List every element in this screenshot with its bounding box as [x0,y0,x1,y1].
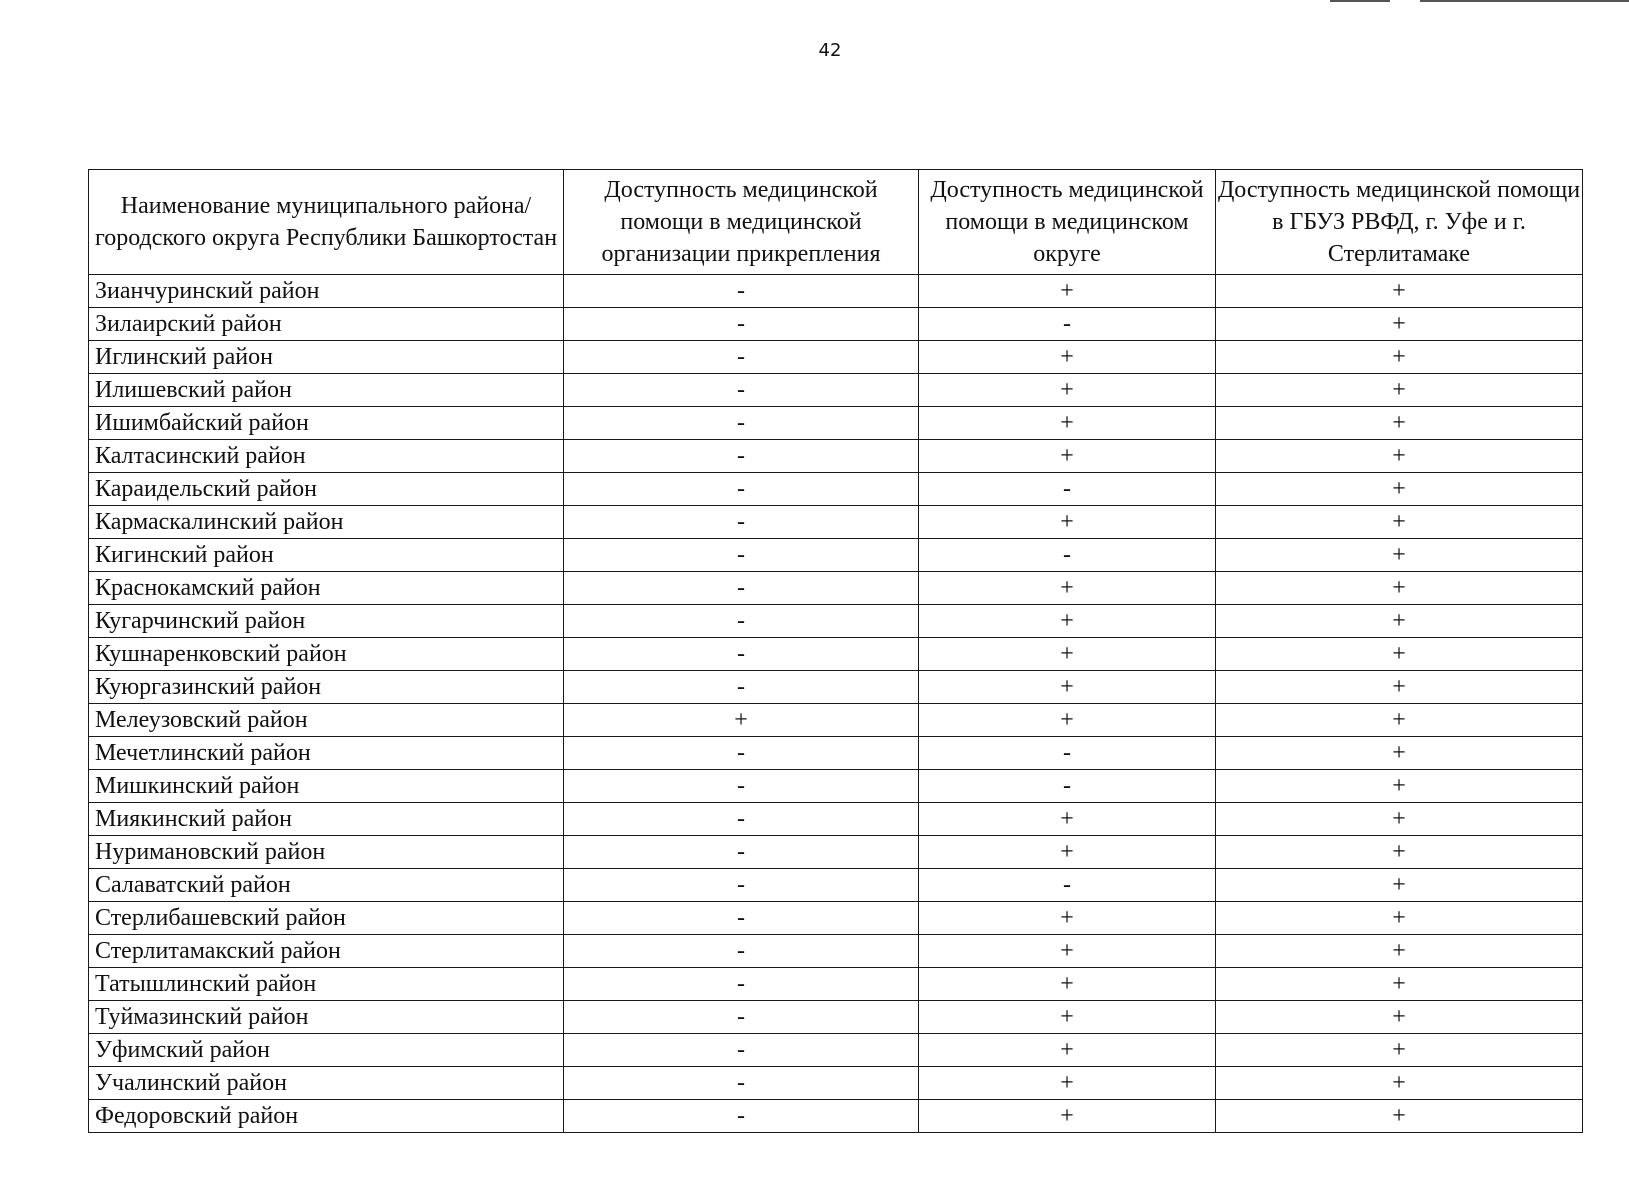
table-row [89,1034,1583,1067]
district-name-cell: Мечетлинский район [89,737,564,770]
medical-district-access-cell: - [919,539,1216,572]
attachment-org-access-cell: - [564,473,919,506]
medical-district-access-cell: + [919,1100,1216,1133]
table-header-row [89,170,1583,275]
regional-center-access-cell: + [1216,968,1583,1001]
medical-district-access-cell: - [919,308,1216,341]
attachment-org-access-cell: - [564,902,919,935]
medical-district-access-cell: + [919,506,1216,539]
attachment-org-access-cell: - [564,275,919,308]
attachment-org-access-cell: - [564,605,919,638]
attachment-org-access-cell: - [564,506,919,539]
regional-center-access-cell: + [1216,275,1583,308]
medical-district-access-cell: + [919,902,1216,935]
table-row [89,836,1583,869]
district-name-cell: Кигинский район [89,539,564,572]
district-name-cell: Туймазинский район [89,1001,564,1034]
page-number: 42 [818,40,842,61]
medical-district-access-cell: + [919,572,1216,605]
attachment-org-access-cell: - [564,869,919,902]
attachment-org-access-cell: - [564,671,919,704]
table-row [89,539,1583,572]
table-row [89,902,1583,935]
attachment-org-access-cell: - [564,935,919,968]
attachment-org-access-cell: - [564,638,919,671]
table-row [89,1067,1583,1100]
medical-district-access-cell: + [919,605,1216,638]
attachment-org-access-cell: - [564,770,919,803]
access-table-container [88,169,1582,1133]
attachment-org-access-cell: - [564,308,919,341]
attachment-org-access-cell: - [564,572,919,605]
regional-center-access-cell: + [1216,1034,1583,1067]
scan-mark [1420,0,1629,2]
medical-district-access-cell: + [919,968,1216,1001]
table-row [89,638,1583,671]
table-body [89,275,1583,1133]
district-name-cell: Уфимский район [89,1034,564,1067]
attachment-org-access-cell: - [564,1001,919,1034]
regional-center-access-cell: + [1216,308,1583,341]
regional-center-access-cell: + [1216,473,1583,506]
district-name-cell: Караидельский район [89,473,564,506]
attachment-org-access-cell: + [564,704,919,737]
regional-center-access-cell: + [1216,407,1583,440]
medical-district-access-cell: + [919,1001,1216,1034]
access-table [88,169,1583,1133]
attachment-org-access-cell: - [564,968,919,1001]
attachment-org-access-cell: - [564,803,919,836]
regional-center-access-cell: + [1216,605,1583,638]
header-attachment-org-access: Доступность медицинской помощи в медицинской организации прикрепления [564,170,919,275]
table-row [89,506,1583,539]
attachment-org-access-cell: - [564,539,919,572]
table-row [89,803,1583,836]
table-row [89,605,1583,638]
medical-district-access-cell: + [919,803,1216,836]
header-medical-district-access: Доступность медицинской помощи в медицинском округе [919,170,1216,275]
regional-center-access-cell: + [1216,836,1583,869]
medical-district-access-cell: + [919,638,1216,671]
table-row [89,1001,1583,1034]
table-row [89,770,1583,803]
regional-center-access-cell: + [1216,902,1583,935]
table-row [89,440,1583,473]
district-name-cell: Куюргазинский район [89,671,564,704]
regional-center-access-cell: + [1216,506,1583,539]
medical-district-access-cell: + [919,275,1216,308]
district-name-cell: Ишимбайский район [89,407,564,440]
medical-district-access-cell: + [919,341,1216,374]
district-name-cell: Кушнаренковский район [89,638,564,671]
table-row [89,737,1583,770]
medical-district-access-cell: - [919,869,1216,902]
table-row [89,308,1583,341]
attachment-org-access-cell: - [564,737,919,770]
table-row [89,407,1583,440]
table-row [89,704,1583,737]
header-regional-center-access: Доступность медицинской помощи в ГБУЗ РВФД, г. Уфе и г. Стерлитамаке [1216,170,1583,275]
table-row [89,935,1583,968]
regional-center-access-cell: + [1216,440,1583,473]
regional-center-access-cell: + [1216,770,1583,803]
table-row [89,869,1583,902]
table-row [89,473,1583,506]
district-name-cell: Стерлибашевский район [89,902,564,935]
medical-district-access-cell: + [919,374,1216,407]
table-row [89,341,1583,374]
district-name-cell: Салаватский район [89,869,564,902]
district-name-cell: Илишевский район [89,374,564,407]
attachment-org-access-cell: - [564,341,919,374]
scan-mark [1330,0,1390,2]
header-district-name: Наименование муниципального района/ городского округа Республики Башкортостан [89,170,564,275]
regional-center-access-cell: + [1216,869,1583,902]
regional-center-access-cell: + [1216,1001,1583,1034]
medical-district-access-cell: + [919,1067,1216,1100]
attachment-org-access-cell: - [564,1034,919,1067]
regional-center-access-cell: + [1216,1100,1583,1133]
regional-center-access-cell: + [1216,638,1583,671]
medical-district-access-cell: + [919,836,1216,869]
district-name-cell: Татышлинский район [89,968,564,1001]
district-name-cell: Кугарчинский район [89,605,564,638]
regional-center-access-cell: + [1216,572,1583,605]
regional-center-access-cell: + [1216,374,1583,407]
district-name-cell: Мишкинский район [89,770,564,803]
table-row [89,671,1583,704]
attachment-org-access-cell: - [564,440,919,473]
medical-district-access-cell: - [919,473,1216,506]
district-name-cell: Нуримановский район [89,836,564,869]
district-name-cell: Мелеузовский район [89,704,564,737]
table-row [89,572,1583,605]
district-name-cell: Миякинский район [89,803,564,836]
attachment-org-access-cell: - [564,1067,919,1100]
regional-center-access-cell: + [1216,935,1583,968]
table-row [89,374,1583,407]
medical-district-access-cell: + [919,935,1216,968]
district-name-cell: Краснокамский район [89,572,564,605]
district-name-cell: Федоровский район [89,1100,564,1133]
regional-center-access-cell: + [1216,671,1583,704]
attachment-org-access-cell: - [564,374,919,407]
medical-district-access-cell: - [919,770,1216,803]
attachment-org-access-cell: - [564,407,919,440]
district-name-cell: Зианчуринский район [89,275,564,308]
medical-district-access-cell: + [919,704,1216,737]
regional-center-access-cell: + [1216,737,1583,770]
medical-district-access-cell: + [919,407,1216,440]
attachment-org-access-cell: - [564,836,919,869]
district-name-cell: Стерлитамакский район [89,935,564,968]
district-name-cell: Зилаирский район [89,308,564,341]
district-name-cell: Учалинский район [89,1067,564,1100]
district-name-cell: Калтасинский район [89,440,564,473]
regional-center-access-cell: + [1216,704,1583,737]
district-name-cell: Иглинский район [89,341,564,374]
regional-center-access-cell: + [1216,803,1583,836]
table-row [89,968,1583,1001]
attachment-org-access-cell: - [564,1100,919,1133]
medical-district-access-cell: + [919,1034,1216,1067]
table-row [89,1100,1583,1133]
regional-center-access-cell: + [1216,1067,1583,1100]
regional-center-access-cell: + [1216,341,1583,374]
medical-district-access-cell: + [919,671,1216,704]
table-row [89,275,1583,308]
regional-center-access-cell: + [1216,539,1583,572]
medical-district-access-cell: - [919,737,1216,770]
district-name-cell: Кармаскалинский район [89,506,564,539]
medical-district-access-cell: + [919,440,1216,473]
